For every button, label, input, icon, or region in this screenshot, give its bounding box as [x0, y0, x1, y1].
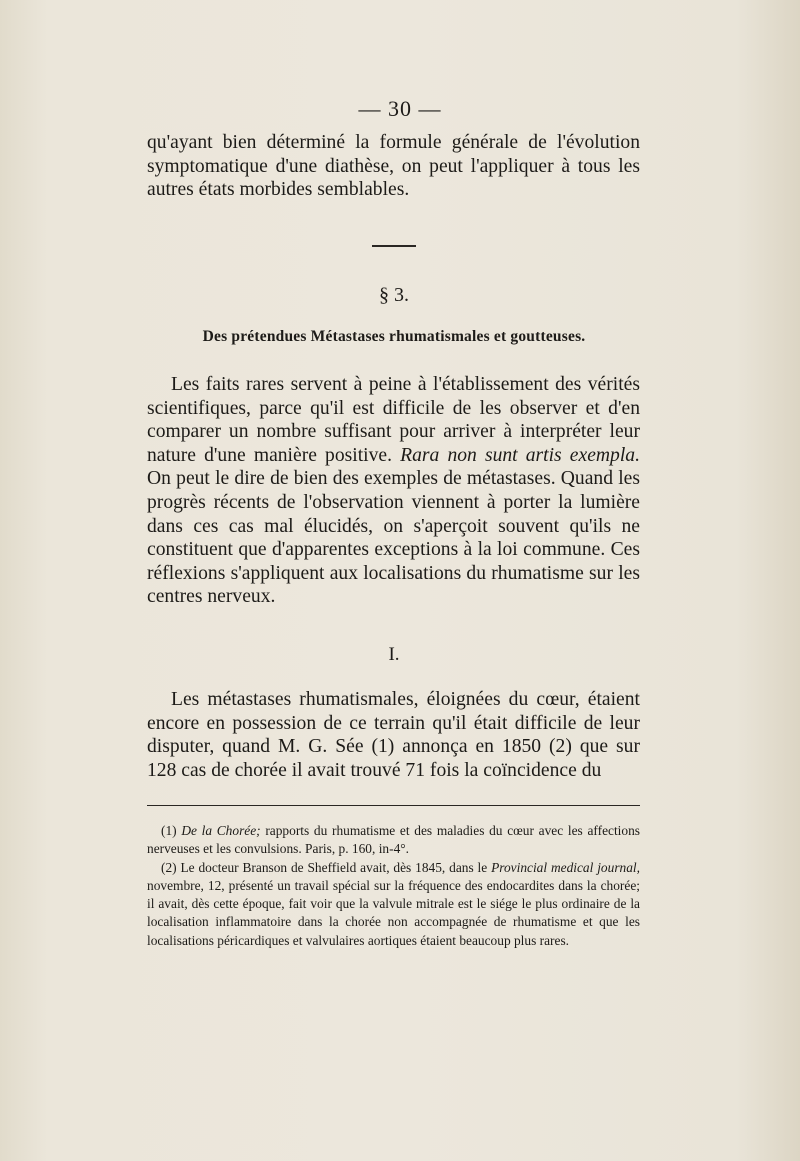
intro-text: [147, 373, 640, 609]
section-divider: [372, 245, 416, 247]
footnote-1: [147, 822, 640, 859]
page-number: — 30 —: [358, 96, 442, 121]
footnote-2: [147, 859, 640, 950]
opening-paragraph: [147, 131, 640, 202]
footnote-2-text-part-2: novembre, 12, présenté un travail spécial sur la fréquence des endocardites dans la chorée; il avait, dès cette époque, fait voir que la valvule mitrale est le siége le plus ordinaire de la localisation inflammatoire dans la chorée non accompagnée de rhumatisme et que les localisations péricardiques et valvulaires aortiques étaient beaucoup plus rares.: [147, 877, 640, 948]
section-title: Des prétendues Métastases rhumatismales et goutteuses.: [202, 328, 586, 345]
section-mark: § 3.: [379, 284, 409, 306]
part-number: I.: [388, 644, 400, 665]
latin-quote: Rara non sunt artis exempla.: [400, 444, 640, 466]
intro-paragraph: [147, 373, 640, 609]
footnote-divider: [147, 805, 640, 806]
intro-text-part-2: On peut le dire de bien des exemples de métastases. Quand les progrès récents de l'observation viennent à porter la lumière dans ces cas mal élucidés, on s'aperçoit souvent qu'ils ne constituent que d'apparentes exceptions à la loi commune. Ces réflexions s'appliquent aux localisations du rhumatisme sur les centres nerveux.: [147, 468, 640, 608]
part-one-text: Les métastases rhumatismales, éloignées du cœur, étaient encore en possession de ce terrain qu'il était difficile de leur disputer, quand M. G. Sée (1) annonça en 1850 (2) que sur 128 cas de chorée il avait trouvé 71 fois la coïncidence du: [147, 689, 640, 781]
footnote-2-marker: (2): [161, 859, 177, 875]
footnote-1-marker: (1): [161, 823, 177, 838]
footnote-1-text: rapports du rhumatisme et des maladies du cœur avec les affections nerveuses et les convulsions. Paris, p. 160, in-4°.: [147, 823, 640, 857]
opening-text: qu'ayant bien déterminé la formule générale de l'évolution symptomatique d'une diathèse, on peut l'appliquer à tous les autres états morbides semblables.: [147, 132, 640, 201]
footnotes: [147, 822, 640, 950]
part-one-paragraph: [147, 688, 640, 782]
footnote-1-title: De la Chorée;: [181, 823, 261, 838]
intro-text-part-1: Les faits rares servent à peine à l'établissement des vérités scientifiques, parce qu'il est difficile de les observer et d'en comparer un nombre suffisant pour arriver à interpréter leur nature d'une manière positive.: [147, 374, 640, 466]
footnote-2-journal: Provincial medical journal,: [491, 859, 640, 875]
footnote-2-text-part-1: Le docteur Branson de Sheffield avait, dès 1845, dans le: [176, 859, 492, 875]
